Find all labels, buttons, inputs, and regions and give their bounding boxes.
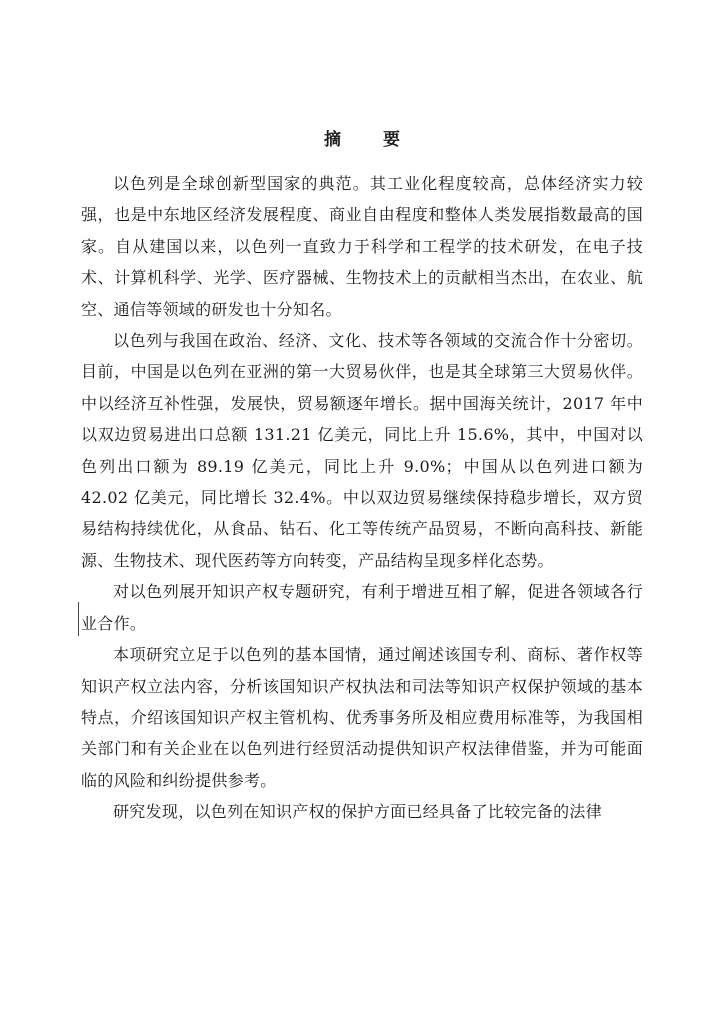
paragraph-2: 以色列与我国在政治、经济、文化、技术等各领域的交流合作十分密切。目前，中国是以色列在亚洲的第一大贸易伙伴，也是其全球第三大贸易伙伴。中以经济互补性强，发展快，贸易额逐年增长。据中国海关统计，2017 年中以双边贸易进出口总额 131.21 亿美元，同比上升 15.6%，其中，中国对以色列出口额为 89.19 亿美元，同比上升 9.0%；中国从以色列进口额为 42.02 亿美元，同比增长 32.4%。中以双边贸易继续保持稳步增长，双方贸易结构持续优化，从食品、钻石、化工等传统产品贸易，不断向高科技、新能源、生物技术、现代医药等方向转变，产品结构呈现多样化态势。 bbox=[81, 331, 643, 570]
abstract-body bbox=[81, 168, 643, 828]
paragraph-5: 研究发现，以色列在知识产权的保护方面已经具备了比较完备的法律 bbox=[113, 802, 603, 822]
paragraph-1: 以色列是全球创新型国家的典范。其工业化程度较高，总体经济实力较强，也是中东地区经济发展程度、商业自由程度和整体人类发展指数最高的国家。自从建国以来，以色列一直致力于科学和工程学的技术研发，在电子技术、计算机科学、光学、医疗器械、生物技术上的贡献相当杰出，在农业、航空、通信等领域的研发也十分知名。 bbox=[81, 174, 643, 319]
margin-change-bar bbox=[78, 602, 79, 636]
page-title: 摘 要 bbox=[324, 130, 418, 150]
paragraph-3: 对以色列展开知识产权专题研究，有利于增进互相了解，促进各领域各行业合作。 bbox=[81, 582, 643, 633]
paragraph-4: 本项研究立足于以色列的基本国情，通过阐述该国专利、商标、著作权等知识产权立法内容，分析该国知识产权执法和司法等知识产权保护领域的基本特点，介绍该国知识产权主管机构、优秀事务所及相应费用标准等，为我国相关部门和有关企业在以色列进行经贸活动提供知识产权法律借鉴，并为可能面临的风险和纠纷提供参考。 bbox=[81, 645, 643, 790]
